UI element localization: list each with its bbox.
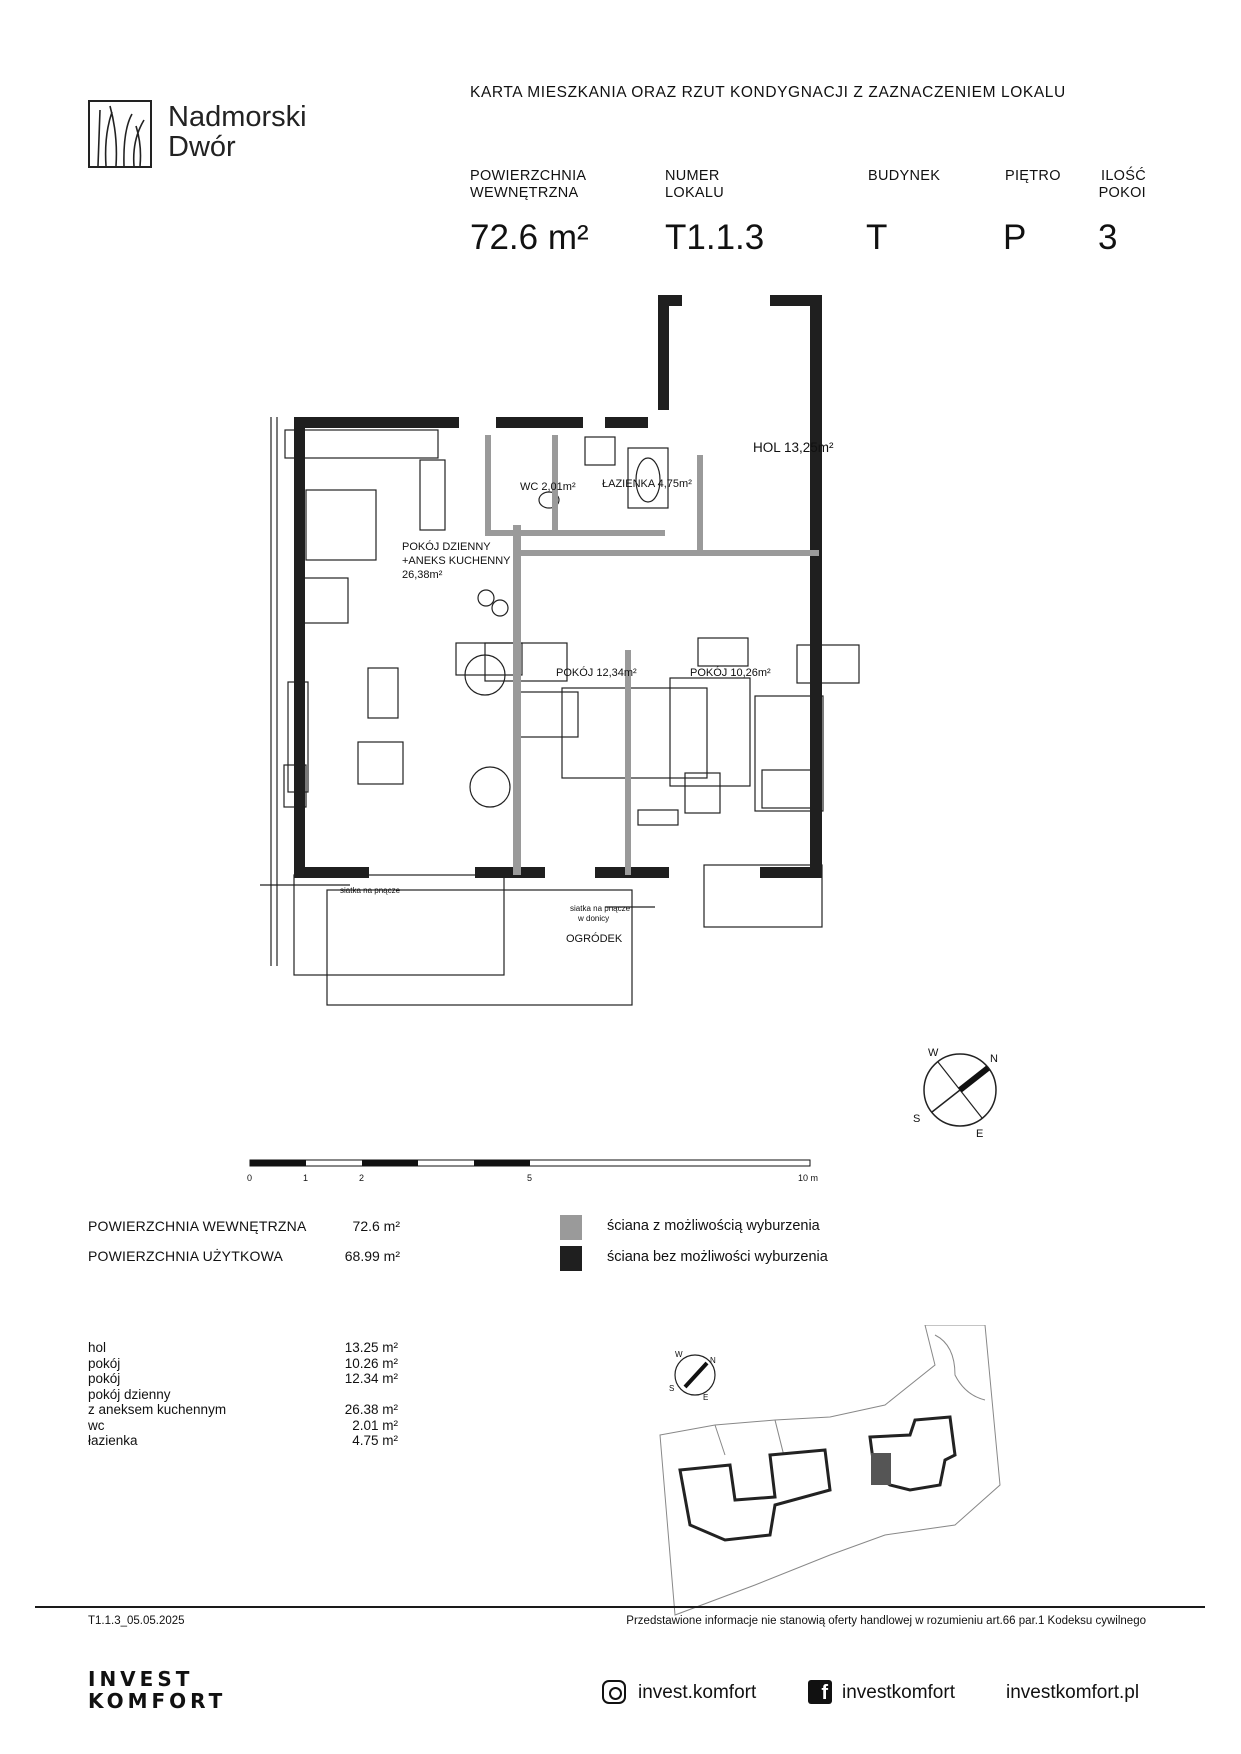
scale-tick-5: 5 [527,1173,533,1183]
room-row [88,1402,398,1418]
label-note-2-line2: w donicy [578,914,610,923]
label-note-2-line1: siatka na pnącze [570,904,631,913]
usable-area-label: POWIERZCHNIA UŻYTKOWA [88,1248,284,1264]
room-name: pokój dzienny [88,1386,171,1402]
logo-line-2: Dwór [168,131,236,163]
floor-label: PIĘTRO [1005,168,1061,184]
internal-area-label: POWIERZCHNIA WEWNĘTRZNA [88,1218,307,1234]
instagram-icon[interactable] [602,1680,626,1704]
legend-removable: ściana z możliwością wyburzenia [607,1218,820,1234]
room-row [88,1371,398,1387]
site-plan [655,1325,1005,1635]
label-room-1: POKÓJ 12,34m² [556,667,637,679]
site-compass-w: W [675,1350,683,1359]
room-name: łazienka [88,1433,138,1448]
unit-value: T1.1.3 [665,218,765,257]
legend-swatch-removable [560,1215,582,1240]
rooms-count-value: 3 [1098,218,1118,257]
usable-area-value: 68.99 m² [344,1248,400,1264]
label-wc: WC 2,01m² [520,481,576,493]
logo-wordmark [168,102,307,162]
document-code: T1.1.3_05.05.2025 [88,1615,185,1627]
scale-tick-1: 1 [303,1173,309,1183]
room-area: 4.75 m² [352,1433,398,1448]
room-name: pokój [88,1355,121,1371]
legend-swatch-fixed [560,1246,582,1271]
compass-w: W [928,1047,939,1059]
room-name: hol [88,1340,107,1355]
scale-tick-10: 10 m [798,1173,819,1183]
unit-label-line1: NUMER [665,168,720,184]
site-compass-n: N [710,1356,716,1365]
facebook-link[interactable]: investkomfort [842,1682,955,1703]
room-row [88,1356,398,1372]
scale-tick-2: 2 [359,1173,365,1183]
compass-n: N [990,1053,998,1065]
room-area: 26.38 m² [344,1402,398,1417]
area-value: 72.6 m² [470,218,589,257]
label-garden: OGRÓDEK [566,933,623,945]
room-row [88,1433,398,1449]
area-label-line1: POWIERZCHNIA [470,168,587,184]
scale-tick-0: 0 [247,1173,253,1183]
compass-s: S [913,1113,921,1125]
label-room-2: POKÓJ 10,26m² [690,667,771,679]
logo-line-1: Nadmorski [168,101,307,133]
internal-area-value: 72.6 m² [352,1218,400,1234]
compass-e: E [976,1128,984,1140]
room-area: 13.25 m² [344,1340,398,1355]
label-living-1: POKÓJ DZIENNY [402,541,491,553]
footer-divider [35,1606,1205,1608]
room-row [88,1418,398,1434]
unit-label [665,168,724,202]
label-lazienka: ŁAZIENKA 4,75m² [602,478,692,490]
brand-line-2: KOMFORT [88,1689,227,1713]
room-name: wc [88,1417,105,1433]
legend-fixed: ściana bez możliwości wyburzenia [607,1249,828,1265]
label-note-1: siatka na pnącze [340,886,401,895]
label-living-2: +ANEKS KUCHENNY [402,555,511,567]
room-list [88,1340,398,1449]
rooms-label-line1: ILOŚĆ [1100,168,1146,184]
logo-mark [88,100,152,168]
room-name: z aneksem kuchennym [88,1402,227,1417]
site-compass-s: S [669,1384,675,1393]
room-area: 2.01 m² [352,1417,398,1433]
area-label-line2: WEWNĘTRZNA [470,185,579,201]
website-link[interactable]: investkomfort.pl [1006,1682,1140,1703]
room-row [88,1340,398,1356]
label-living-3: 26,38m² [402,569,443,581]
building-value: T [866,218,888,257]
brand-line-1: INVEST [88,1667,194,1691]
instagram-link[interactable]: invest.komfort [638,1682,757,1703]
room-name: pokój [88,1371,121,1386]
scale-bar [245,1158,825,1188]
facebook-icon[interactable]: f [808,1680,832,1704]
room-row [88,1387,398,1403]
rooms-label-line2: POKOI [1098,185,1146,201]
floor-value: P [1003,218,1027,257]
room-area: 10.26 m² [344,1355,398,1371]
disclaimer: Przedstawione informacje nie stanowią oferty handlowej w rozumieniu art.66 par.1 Kodeksu cywilnego [626,1615,1146,1627]
rooms-count-label [1080,168,1146,202]
room-area: 12.34 m² [344,1371,398,1386]
unit-label-line2: LOKALU [665,185,725,201]
brand-logo [88,1668,226,1712]
label-hol: HOL 13,25m² [753,440,834,455]
area-label [470,168,586,202]
site-compass-e: E [703,1393,709,1402]
building-label: BUDYNEK [868,168,941,184]
floor-plan [260,290,860,1025]
compass-icon [910,1040,1010,1140]
document-title: KARTA MIESZKANIA ORAZ RZUT KONDYGNACJI Z ZAZNACZENIEM LOKALU [470,84,1066,101]
